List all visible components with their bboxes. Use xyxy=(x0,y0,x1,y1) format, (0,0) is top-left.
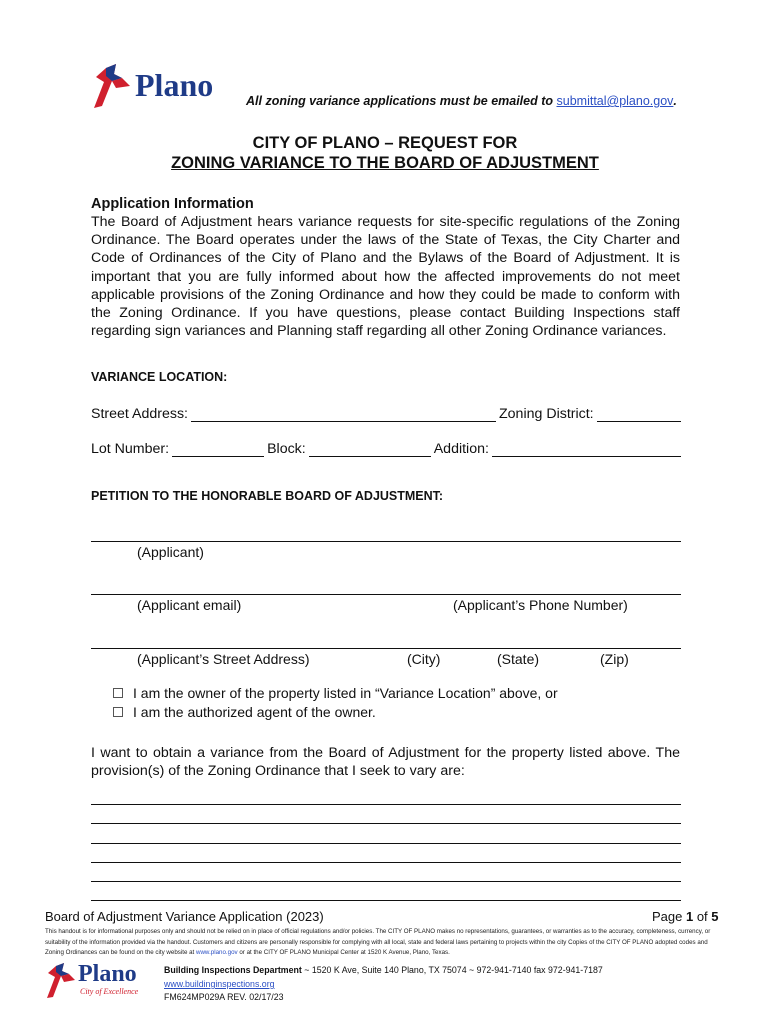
page-title-line1: CITY OF PLANO – REQUEST FOR xyxy=(252,134,518,152)
variance-statement: I want to obtain a variance from the Board of Adjustment for the property listed above. The provision(s) of the Zoning Ordinance that I seek to vary are: xyxy=(91,745,680,780)
petition-heading: PETITION TO THE HONORABLE BOARD OF ADJUSTMENT: xyxy=(91,489,444,503)
plano-website-link[interactable]: www.plano.gov xyxy=(196,949,238,956)
checkbox-icon[interactable] xyxy=(113,707,123,717)
applicant-street-label: (Applicant’s Street Address) xyxy=(137,651,310,667)
lot-number-field[interactable] xyxy=(172,443,264,457)
lot-row: Lot Number: Block: Addition: xyxy=(91,441,681,457)
addition-field[interactable] xyxy=(492,443,681,457)
department-contact: Building Inspections Department ~ 1520 K Ave, Suite 140 Plano, TX 75074 ~ 972-941-7140 fax 972-941-7187 xyxy=(164,965,603,975)
provision-line[interactable] xyxy=(91,900,681,901)
provision-line[interactable] xyxy=(91,881,681,882)
page-number: Page 1 of 5 xyxy=(652,909,719,924)
plano-footer-logo xyxy=(45,961,153,1001)
applicant-field[interactable] xyxy=(91,541,681,542)
provision-line[interactable] xyxy=(91,862,681,863)
form-code: FM624MP029A REV. 02/17/23 xyxy=(164,992,284,1002)
footer-logo-tagline: City of Excellence xyxy=(80,987,139,996)
applicant-contact-field[interactable] xyxy=(91,594,681,595)
email-note: All zoning variance applications must be emailed to submittal@plano.gov. xyxy=(246,94,677,108)
block-field[interactable] xyxy=(309,443,431,457)
zip-label: (Zip) xyxy=(600,651,629,667)
footer-logo-text: Plano xyxy=(78,961,137,987)
applicant-email-label: (Applicant email) xyxy=(137,597,242,613)
checkbox-icon[interactable] xyxy=(113,688,123,698)
variance-location-heading: VARIANCE LOCATION: xyxy=(91,370,228,384)
city-label: (City) xyxy=(407,651,441,667)
provision-line[interactable] xyxy=(91,843,681,844)
page-title-line2: ZONING VARIANCE TO THE BOARD OF ADJUSTMENT xyxy=(171,154,599,172)
email-link[interactable]: submittal@plano.gov xyxy=(556,94,674,108)
disclaimer: This handout is for informational purposes only and should not be relied on in place of official regulations and/or policies. The CITY OF PLANO makes no representations, guarantees, or warranties as to the accuracy, completeness, currency, or suitability of the information provided via the handout. Customers and citizens are personally responsible for complying with all local, state and federal laws pertaining to projects within the city Copies of the CITY OF PLANO adopted codes and Zoning Ordinances can be found on the city website at www.plano.gov or at the CITY OF PLANO Municipal Center at 1520 K Avenue, Plano, Texas. xyxy=(45,928,711,956)
applicant-phone-label: (Applicant’s Phone Number) xyxy=(453,597,628,613)
plano-logo xyxy=(92,62,227,112)
application-info-body: The Board of Adjustment hears variance requests for site-specific regulations of the Zoning Ordinance. The Board operates under the laws of the State of Texas, the City Charter and Code of Ordinances of the City of Plano and the Bylaws of the Board of Adjustment. It is important that you are fully informed about how the affected improvements do not meet applicable provisions of the Zoning Ordinance and how they could be made to conform with the Zoning Ordinance. If you have questions, please contact Building Inspections staff regarding sign variances and Planning staff regarding all other Zoning Ordinance variances. xyxy=(91,214,680,340)
applicant-address-field[interactable] xyxy=(91,648,681,649)
applicant-label: (Applicant) xyxy=(137,544,204,560)
department-website xyxy=(164,979,275,989)
state-label: (State) xyxy=(497,651,540,667)
application-info-heading: Application Information xyxy=(91,196,254,212)
street-address-field[interactable] xyxy=(191,408,496,422)
provision-line[interactable] xyxy=(91,823,681,824)
website-link[interactable]: www.buildinginspections.org xyxy=(164,979,275,989)
provision-line[interactable] xyxy=(91,804,681,805)
owner-option[interactable]: I am the owner of the property listed in “Variance Location” above, or xyxy=(113,685,558,701)
zoning-district-field[interactable] xyxy=(597,408,681,422)
form-title: Board of Adjustment Variance Application (2023) xyxy=(45,909,324,924)
street-address-row: Street Address: Zoning District: xyxy=(91,406,681,422)
logo-text: Plano xyxy=(135,67,214,103)
agent-option[interactable]: I am the authorized agent of the owner. xyxy=(113,704,376,720)
